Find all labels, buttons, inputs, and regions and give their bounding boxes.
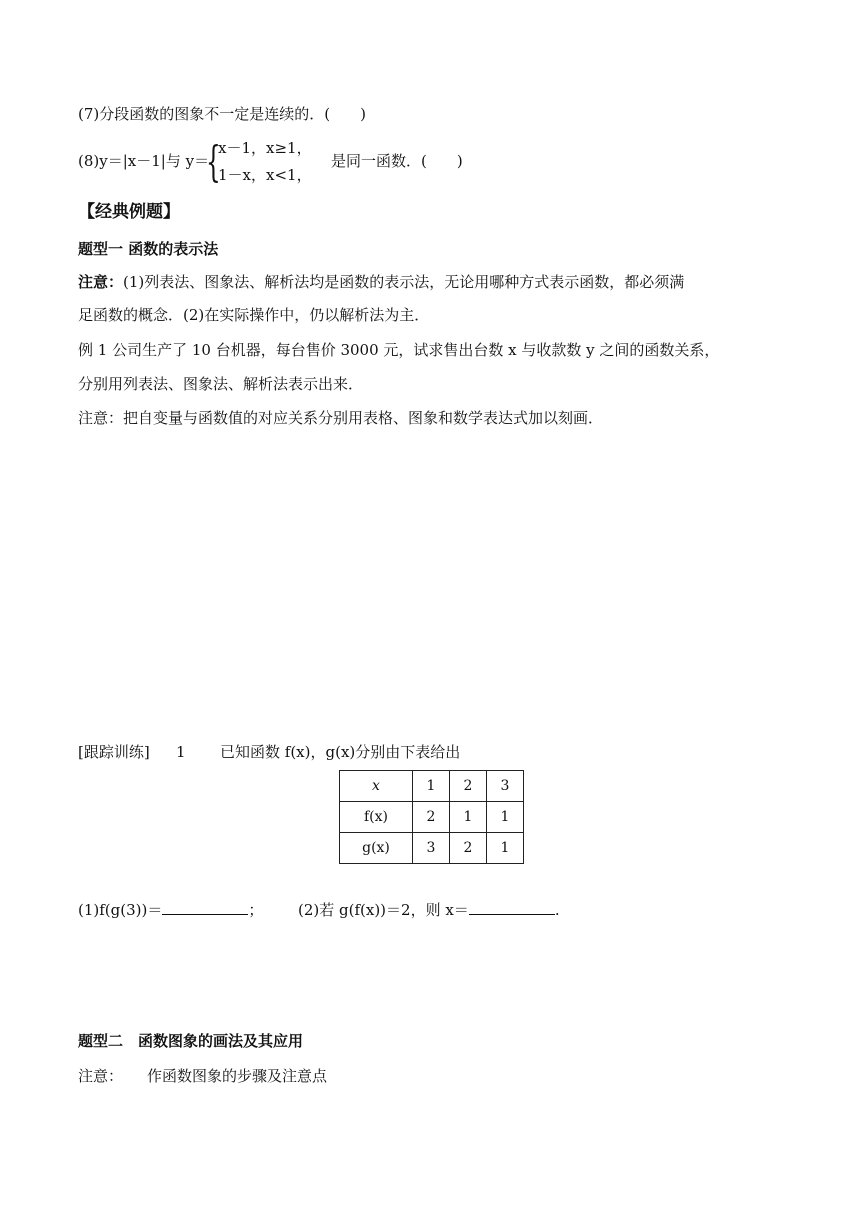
type1-note2: 注意：把自变量与函数值的对应关系分别用表格、图象和数学表达式加以刻画． (78, 409, 604, 427)
item-7-number: (7) (78, 105, 100, 123)
table-row (340, 833, 524, 864)
example1-line1: 例 1 公司生产了 10 台机器，每台售价 3000 元，试求售出台数 x 与收款数 y 之间的函数关系， (78, 341, 720, 359)
item-7-text: 分段函数的图象不一定是连续的．( ) (99, 105, 366, 123)
table-cell: 1 (487, 833, 524, 864)
type2-note (78, 1066, 327, 1086)
type1-note-text-1: (1)列表法、图象法、解析法均是函数的表示法，无论用哪种方式表示函数，都必须满 (123, 273, 685, 291)
question-2-text: (2)若 g(f(x))＝2，则 x＝ (298, 901, 469, 919)
example1-line2: 分别用列表法、图象法、解析法表示出来． (78, 375, 364, 393)
table-cell: 2 (450, 833, 487, 864)
question-2 (298, 898, 560, 920)
question-2-end: . (554, 901, 560, 919)
question-1 (78, 898, 263, 920)
type1-note-label: 注意： (78, 273, 124, 291)
piecewise-case-2: 1－x，x<1， (218, 166, 312, 184)
type2-note-text: 作函数图象的步骤及注意点 (147, 1067, 328, 1085)
table-cell: g(x) (340, 833, 413, 864)
table-cell: 1 (487, 802, 524, 833)
item-8-tail: 是同一函数．( ) (331, 152, 463, 170)
type1-title: 题型一 函数的表示法 (78, 240, 219, 258)
type2-title: 题型二 函数图象的画法及其应用 (78, 1032, 304, 1050)
piecewise-case-1: x－1，x≥1， (218, 139, 312, 157)
table-cell: 2 (450, 771, 487, 802)
item-8-left: y＝|x－1|与 y＝ (99, 152, 210, 170)
piecewise-brace: { (206, 137, 221, 186)
table-cell: 2 (413, 802, 450, 833)
answer-blank-1[interactable] (162, 898, 248, 915)
practice-label: [跟踪训练] (78, 743, 150, 761)
question-1-text: (1)f(g(3))＝ (78, 901, 163, 919)
practice-number: 1 (176, 743, 186, 761)
function-value-table (339, 770, 524, 864)
item-7 (78, 104, 366, 124)
table-row (340, 802, 524, 833)
table-cell: 1 (413, 771, 450, 802)
section-heading: 【经典例题】 (78, 202, 180, 222)
table-cell: x (340, 771, 413, 802)
table-row (340, 771, 524, 802)
question-1-end: ； (248, 901, 264, 919)
type2-note-label: 注意： (78, 1067, 124, 1085)
table-cell: 1 (450, 802, 487, 833)
type1-note-line2: 足函数的概念．(2)在实际操作中，仍以解析法为主． (78, 306, 430, 324)
practice-text: 已知函数 f(x)，g(x)分别由下表给出 (220, 743, 461, 761)
item-8-number: (8) (78, 152, 100, 170)
table-cell: f(x) (340, 802, 413, 833)
table-cell: 3 (413, 833, 450, 864)
item-8 (78, 151, 209, 171)
table-cell: 3 (487, 771, 524, 802)
type1-note-line1 (78, 272, 684, 292)
answer-blank-2[interactable] (469, 898, 555, 915)
